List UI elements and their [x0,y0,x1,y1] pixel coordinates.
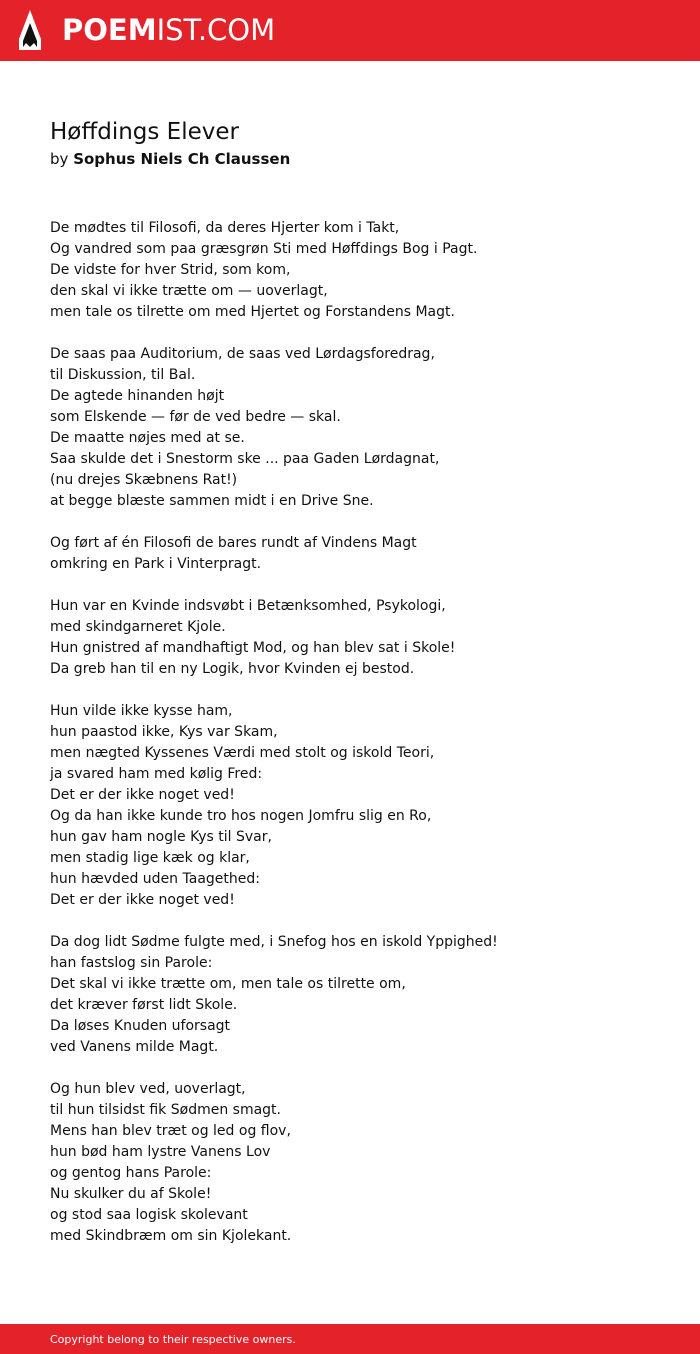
poem-line: De vidste for hver Strid, som kom, [50,262,291,278]
poem-line: og stod saa logisk skolevant [50,1207,248,1223]
poem-line: Og hun blev ved, uoverlagt, [50,1081,246,1097]
poem-stanza [50,344,670,512]
poem-line: Da løses Knuden uforsagt [50,1018,231,1034]
poem-line: han fastslog sin Parole: [50,955,213,971]
poem-stanza [50,1079,670,1247]
poem-line: De agtede hinanden højt [50,388,225,404]
poem-line: ja svared ham med kølig Fred: [50,766,263,782]
poem-line: Mens han blev træt og led og flov, [50,1123,291,1139]
poem-stanza [50,533,670,575]
poem-line: Hun gnistred af mandhaftigt Mod, og han blev sat i Skole! [50,640,456,656]
poem-line: hun gav ham nogle Kys til Svar, [50,829,272,845]
copyright-text: Copyright belong to their respective owners. [50,1333,296,1346]
poem-author[interactable]: Sophus Niels Ch Claussen [73,150,291,168]
poem-body [50,218,670,1268]
poem-line: Nu skulker du af Skole! [50,1186,212,1202]
poem-line: men nægted Kyssenes Værdi med stolt og iskold Teori, [50,745,435,761]
poem-byline [50,148,290,170]
poem-line: hun hævded uden Taagethed: [50,871,260,887]
poem-line: Og vandred som paa græsgrøn Sti med Høffdings Bog i Pagt. [50,241,478,257]
poem-line: med skindgarneret Kjole. [50,619,226,635]
poem-line: omkring en Park i Vinterpragt. [50,556,262,572]
pencil-icon[interactable] [17,9,43,51]
logo-bold-text: POEM [62,13,157,47]
poem-stanza [50,218,670,323]
poem-line: ved Vanens milde Magt. [50,1039,219,1055]
site-logo[interactable] [62,13,275,47]
poem-line: og gentog hans Parole: [50,1165,212,1181]
poem-line: med Skindbræm om sin Kjolekant. [50,1228,292,1244]
poem-line: den skal vi ikke trætte om — uoverlagt, [50,283,328,299]
poem-line: Hun var en Kvinde indsvøbt i Betænksomhed, Psykologi, [50,598,446,614]
poem-line: som Elskende — før de ved bedre — skal. [50,409,341,425]
site-footer [0,1324,700,1354]
poem-stanza [50,596,670,680]
poem-line: De maatte nøjes med at se. [50,430,245,446]
logo-light-text: IST.COM [156,13,276,47]
poem-line: men stadig lige kæk og klar, [50,850,250,866]
poem-line: det kræver først lidt Skole. [50,997,238,1013]
poem-line: at begge blæste sammen midt i en Drive Sne. [50,493,374,509]
poem-line: De saas paa Auditorium, de saas ved Lørdagsforedrag, [50,346,435,362]
poem-line: (nu drejes Skæbnens Rat!) [50,472,238,488]
poem-line: Det skal vi ikke trætte om, men tale os tilrette om, [50,976,406,992]
poem-line: til hun tilsidst fik Sødmen smagt. [50,1102,281,1118]
poem-stanza [50,932,670,1058]
poem-line: men tale os tilrette om med Hjertet og Forstandens Magt. [50,304,455,320]
site-header [0,0,700,61]
poem-line: Det er der ikke noget ved! [50,787,235,803]
poem-line: Saa skulde det i Snestorm ske ... paa Gaden Lørdagnat, [50,451,440,467]
poem-line: De mødtes til Filosofi, da deres Hjerter kom i Takt, [50,220,400,236]
poem-line: til Diskussion, til Bal. [50,367,196,383]
poem-title: Høffdings Elever [50,119,239,145]
poem-line: Og da han ikke kunde tro hos nogen Jomfru slig en Ro, [50,808,432,824]
poem-line: Hun vilde ikke kysse ham, [50,703,233,719]
poem-line: Og ført af én Filosofi de bares rundt af Vindens Magt [50,535,417,551]
poem-line: Da greb han til en ny Logik, hvor Kvinden ej bestod. [50,661,415,677]
poem-line: Da dog lidt Sødme fulgte med, i Snefog hos en iskold Yppighed! [50,934,498,950]
poem-stanza [50,701,670,911]
byline-prefix: by [50,150,69,168]
poem-line: Det er der ikke noget ved! [50,892,235,908]
poem-line: hun paastod ikke, Kys var Skam, [50,724,278,740]
poem-line: hun bød ham lystre Vanens Lov [50,1144,271,1160]
